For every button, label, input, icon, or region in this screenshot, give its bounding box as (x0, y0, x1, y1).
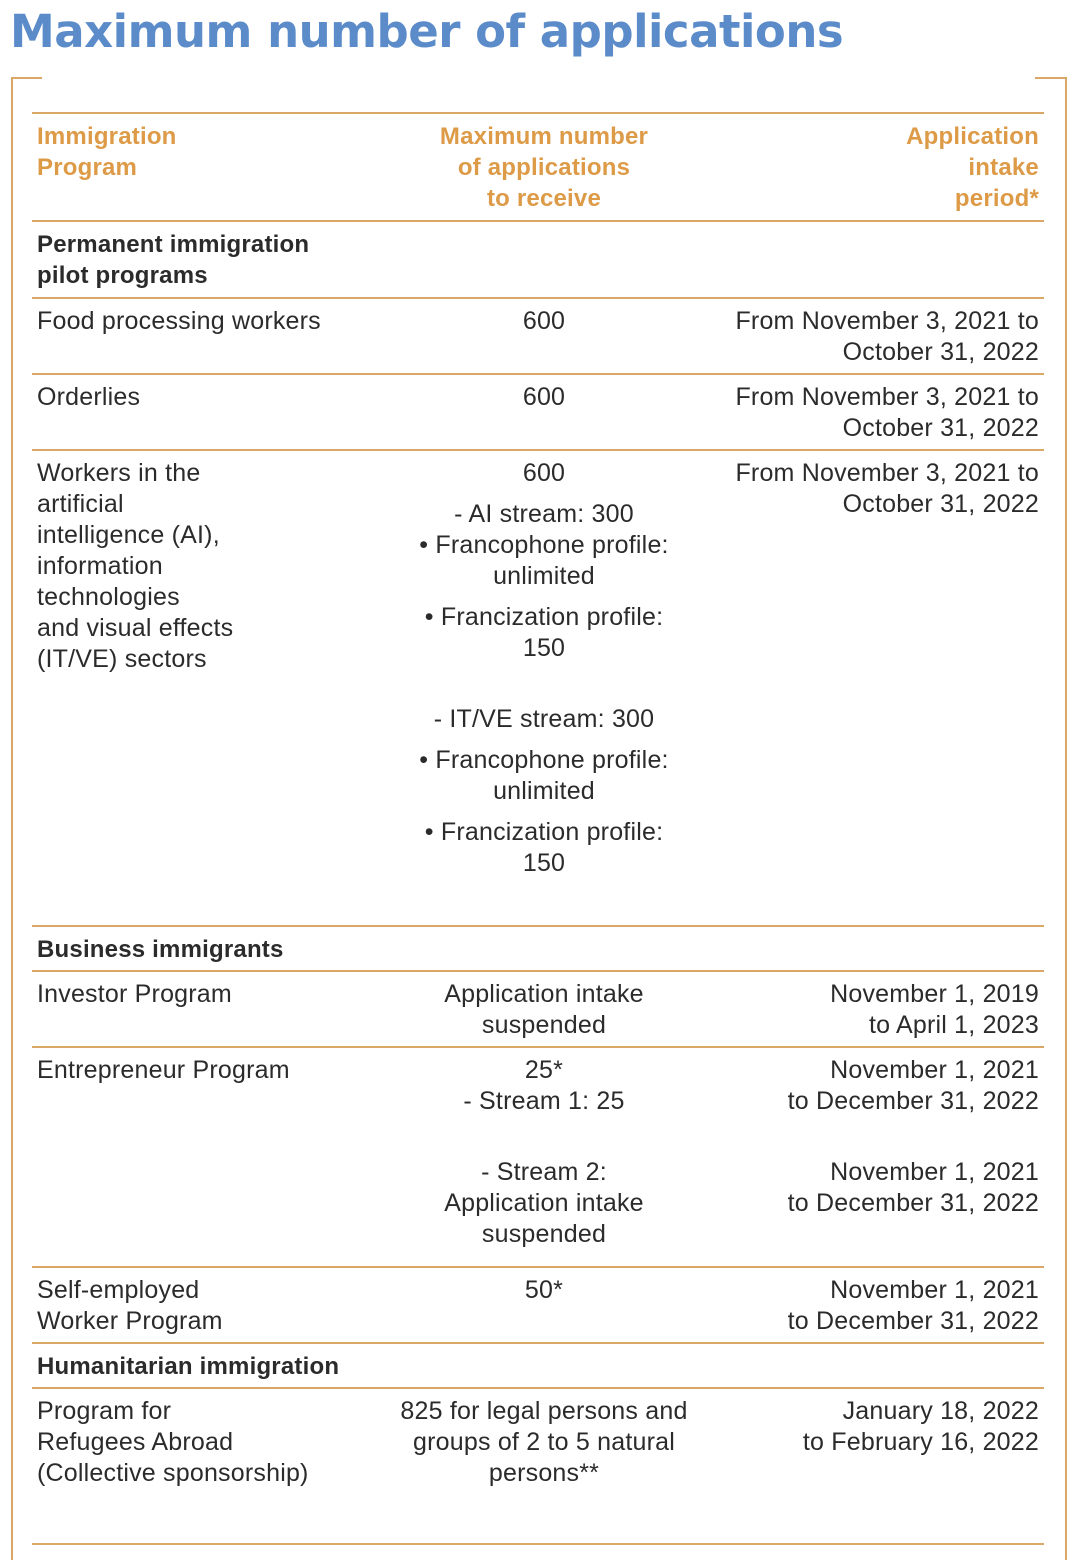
table-row (32, 972, 1044, 1046)
max-cell: Application intake suspended (444, 980, 644, 1039)
header-max: Maximum number of applications to receive (439, 123, 649, 212)
table-row (32, 1048, 1044, 1266)
applications-table (32, 112, 1044, 1545)
section-pilot: Permanent immigration pilot programs (37, 231, 310, 289)
program-cell: Program for Refugees Abroad (Collective sponsorship) (37, 1397, 309, 1487)
program-cell: Food processing workers (37, 307, 321, 335)
max-total: 600 (522, 459, 566, 487)
max-cell: 25* - Stream 1: 25 (463, 1056, 625, 1115)
program-cell: Investor Program (37, 980, 232, 1008)
program-cell: Orderlies (37, 383, 141, 411)
period-cell: From November 3, 2021 to October 31, 2022 (735, 307, 1039, 366)
max-cell: 825 for legal persons and groups of 2 to 5 natural persons** (400, 1397, 688, 1487)
period-cell: November 1, 2019 to April 1, 2023 (830, 980, 1039, 1039)
header-period: Application intake period* (906, 123, 1039, 212)
program-cell: Entrepreneur Program (37, 1056, 290, 1084)
section-row (32, 222, 1044, 297)
section-humanitarian: Humanitarian immigration (37, 1353, 340, 1380)
section-row (32, 1344, 1044, 1387)
max-cell: 600 (522, 307, 566, 335)
program-cell: Self-employed Worker Program (37, 1276, 223, 1335)
itve-francization: • Francization profile: 150 (424, 818, 664, 877)
table-row (32, 1389, 1044, 1543)
table-row (32, 451, 1044, 925)
ai-francization: • Francization profile: 150 (424, 603, 664, 662)
max-cell: 600 (522, 383, 566, 411)
table-rule (32, 1543, 1044, 1545)
section-row (32, 927, 1044, 970)
period-cell: November 1, 2021 to December 31, 2022 (787, 1276, 1039, 1335)
itve-stream: - IT/VE stream: 300 (433, 705, 655, 733)
section-business: Business immigrants (37, 936, 284, 963)
table-row (32, 299, 1044, 373)
table-header-row (32, 114, 1044, 220)
table-row (32, 375, 1044, 449)
ai-stream: - AI stream: 300 (454, 500, 634, 528)
stream2-max-cell: - Stream 2: Application intake suspended (444, 1158, 644, 1248)
period-cell: November 1, 2021 to December 31, 2022 (787, 1056, 1039, 1115)
page-title: Maximum number of applications (10, 5, 844, 58)
max-cell (379, 458, 709, 879)
period-cell: From November 3, 2021 to October 31, 2022 (735, 459, 1039, 518)
table-row (32, 1268, 1044, 1342)
max-cell: 50* (524, 1276, 564, 1304)
itve-francophone: • Francophone profile: unlimited (419, 746, 669, 805)
header-program: Immigration Program (37, 123, 177, 181)
period-cell: From November 3, 2021 to October 31, 2022 (735, 383, 1039, 442)
stream2-period-cell: November 1, 2021 to December 31, 2022 (787, 1158, 1039, 1217)
period-cell: January 18, 2022 to February 16, 2022 (802, 1397, 1039, 1456)
program-cell: Workers in the artificial intelligence (AI), information technologies and visual effects (IT/VE) sectors (37, 459, 234, 673)
ai-francophone: • Francophone profile: unlimited (419, 531, 669, 590)
